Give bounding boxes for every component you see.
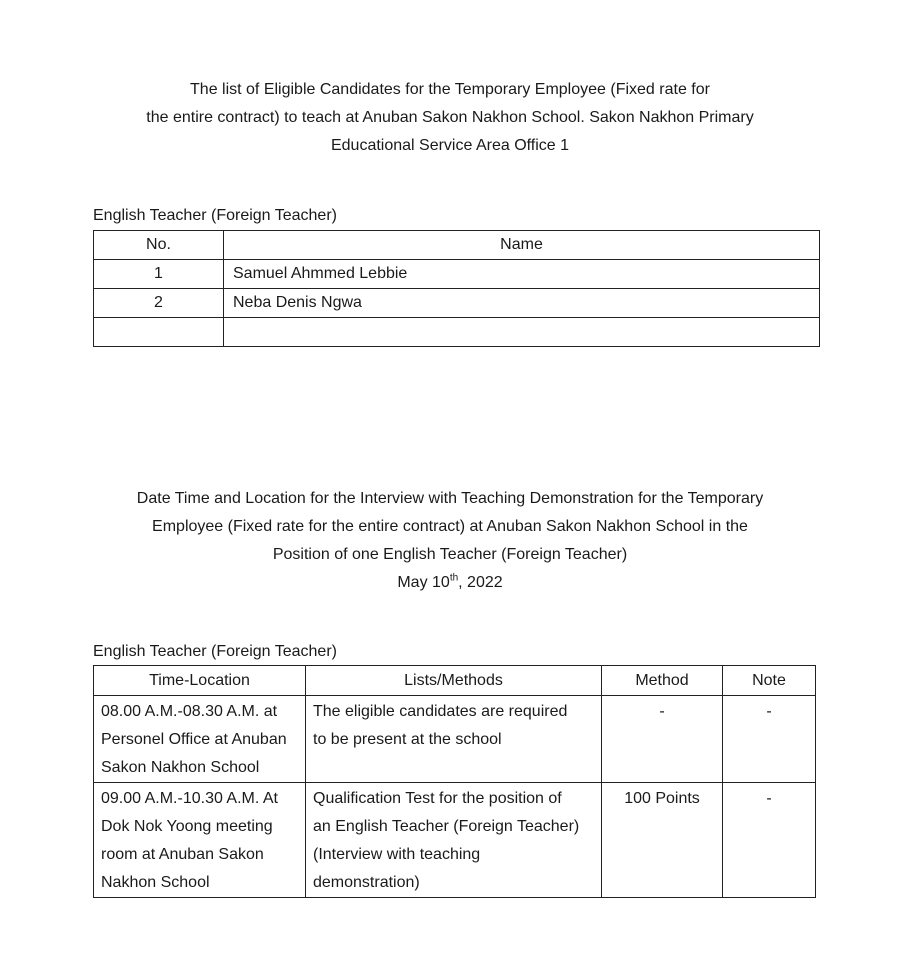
table-row	[94, 260, 820, 289]
candidates-section-label: English Teacher (Foreign Teacher)	[93, 207, 337, 224]
lists-methods-cell	[306, 696, 602, 783]
cell-line: The eligible candidates are required	[313, 703, 568, 720]
candidate-no: 1	[94, 260, 224, 289]
interview-date	[0, 569, 900, 597]
method-cell: -	[602, 696, 723, 783]
candidates-table	[93, 230, 820, 347]
interview-title-line: Employee (Fixed rate for the entire contract) at Anuban Sakon Nakhon School in the	[152, 518, 748, 535]
candidate-name: Neba Denis Ngwa	[224, 289, 820, 318]
candidates-title-line: the entire contract) to teach at Anuban Sakon Nakhon School. Sakon Nakhon Primary	[146, 109, 754, 126]
note-cell: -	[723, 696, 816, 783]
empty-row	[94, 318, 820, 347]
interview-title-line: Position of one English Teacher (Foreign Teacher)	[272, 546, 628, 563]
cell-line: Personel Office at Anuban	[101, 731, 287, 748]
header-method: Method	[602, 666, 723, 696]
cell-line: to be present at the school	[313, 731, 502, 748]
cell-line: (Interview with teaching	[313, 846, 481, 863]
date-suffix: th	[449, 572, 459, 584]
header-name: Name	[224, 231, 820, 260]
header-note: Note	[723, 666, 816, 696]
cell-line: demonstration)	[313, 874, 420, 891]
cell-line: Sakon Nakhon School	[101, 759, 260, 776]
lists-methods-cell	[306, 783, 602, 898]
candidates-title-line: Educational Service Area Office 1	[330, 137, 570, 154]
cell-line: an English Teacher (Foreign Teacher)	[313, 818, 580, 835]
cell-line: 09.00 A.M.-10.30 A.M. At	[101, 790, 278, 807]
cell-line: Qualification Test for the position of	[313, 790, 562, 807]
candidates-title	[0, 76, 900, 160]
interview-title-line: Date Time and Location for the Interview with Teaching Demonstration for the Temporary	[136, 490, 764, 507]
cell-line: Dok Nok Yoong meeting	[101, 818, 273, 835]
date-prefix: May 10	[397, 574, 450, 591]
table-row	[94, 783, 816, 898]
empty-cell	[94, 318, 224, 347]
schedule-header-row	[94, 666, 816, 696]
time-location-cell	[94, 783, 306, 898]
cell-line: Nakhon School	[101, 874, 210, 891]
time-location-cell	[94, 696, 306, 783]
header-lists-methods: Lists/Methods	[306, 666, 602, 696]
schedule-table	[93, 665, 816, 898]
date-year: , 2022	[458, 574, 503, 591]
cell-line: 08.00 A.M.-08.30 A.M. at	[101, 703, 278, 720]
candidates-header-row	[94, 231, 820, 260]
candidates-title-line: The list of Eligible Candidates for the Temporary Employee (Fixed rate for	[190, 81, 710, 98]
schedule-section-label: English Teacher (Foreign Teacher)	[93, 643, 337, 660]
table-row	[94, 289, 820, 318]
cell-line: room at Anuban Sakon	[101, 846, 264, 863]
header-no: No.	[94, 231, 224, 260]
candidate-name: Samuel Ahmmed Lebbie	[224, 260, 820, 289]
note-cell: -	[723, 783, 816, 898]
interview-title	[0, 485, 900, 597]
candidate-no: 2	[94, 289, 224, 318]
header-time-location: Time-Location	[94, 666, 306, 696]
empty-cell	[224, 318, 820, 347]
table-row	[94, 696, 816, 783]
method-cell: 100 Points	[602, 783, 723, 898]
